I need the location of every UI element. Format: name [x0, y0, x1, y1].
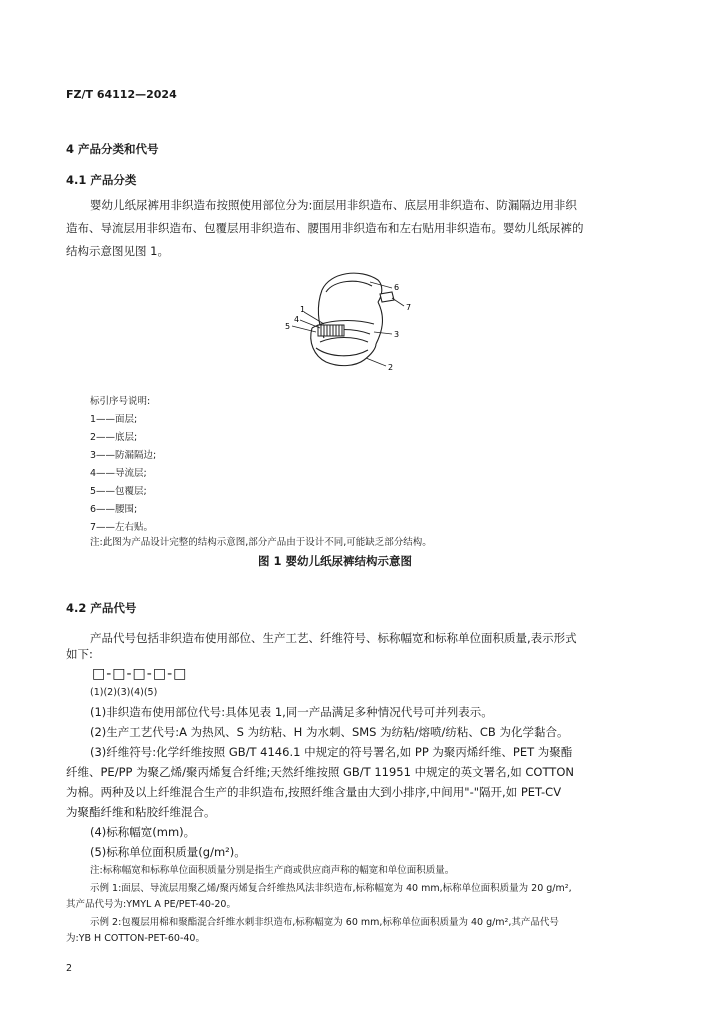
legend-text: ——底层;	[96, 432, 138, 443]
standard-number: FZ/T 64112—2024	[66, 88, 177, 101]
legend-text: ——面层;	[96, 414, 138, 425]
waistband-shape	[322, 273, 382, 302]
diaper-structure-figure	[282, 262, 422, 382]
product-code-index: (1)(2)(3)(4)(5)	[90, 687, 158, 698]
callout-2: 2	[388, 363, 394, 372]
legend-text: ——防漏隔边;	[96, 450, 157, 461]
legend-text: ——包覆层;	[96, 486, 147, 497]
section-4-title: 4 产品分类和代号	[66, 142, 159, 156]
legend-item	[90, 465, 147, 479]
callout-5: 5	[285, 322, 291, 331]
paragraph-line: 造布、导流层用非织造布、包覆层用非织造布、腰围用非织造布和左右贴用非织造布。婴幼儿纸尿裤的	[66, 221, 584, 235]
legend-num: 7	[90, 522, 97, 533]
legend-item	[90, 447, 156, 461]
code-item-1: (1)非织造布使用部位代号:具体见表 1,同一产品满足多种情况代号可并列表示。	[90, 705, 493, 719]
code-item-3-cont: 纤维、PE/PP 为聚乙烯/聚丙烯复合纤维;天然纤维按照 GB/T 11951 中规定的英文署名,如 COTTON	[66, 765, 574, 779]
legend-num: 2	[90, 432, 97, 443]
paragraph-line: 婴幼儿纸尿裤用非织造布按照使用部位分为:面层用非织造布、底层用非织造布、防漏隔边用非织	[90, 198, 577, 212]
callout-7: 7	[406, 303, 412, 312]
example-2-cont: 为:YB H COTTON-PET-60-40。	[66, 933, 205, 944]
code-item-3-cont: 为聚酯纤维和粘胶纤维混合。	[66, 805, 216, 819]
code-note: 注:标称幅宽和标称单位面积质量分别是指生产商或供应商声称的幅宽和单位面积质量。	[90, 865, 455, 876]
example-2: 示例 2:包覆层用棉和聚酯混合纤维水刺非织造布,标称幅宽为 60 mm,标称单位面积质量为 40 g/m²,其产品代号	[90, 917, 559, 928]
code-item-3: (3)纤维符号:化学纤维按照 GB/T 4146.1 中规定的符号署名,如 PP 为聚丙烯纤维、PET 为聚酯	[90, 745, 573, 759]
legend-item	[90, 501, 137, 515]
legend-text: ——腰围;	[96, 504, 138, 515]
legend-item	[90, 429, 137, 443]
paragraph-line: 产品代号包括非织造布使用部位、生产工艺、纤维符号、标称幅宽和标称单位面积质量,表示形式	[90, 631, 577, 645]
legend-title: 标引序号说明:	[90, 396, 151, 407]
example-1: 示例 1:面层、导流层用聚乙烯/聚丙烯复合纤维热风法非织造布,标称幅宽为 40 mm,标称单位面积质量为 20 g/m²,	[90, 883, 572, 894]
page-number: 2	[66, 963, 73, 974]
callout-1: 1	[300, 305, 306, 314]
legend-num: 1	[90, 414, 97, 425]
legend-num: 4	[90, 468, 97, 479]
figure-caption: 图 1 婴幼儿纸尿裤结构示意图	[258, 554, 413, 568]
code-item-2: (2)生产工艺代号:A 为热风、S 为纺粘、H 为水刺、SMS 为纺粘/熔喷/纺粘、CB 为化学黏合。	[90, 725, 569, 739]
legend-num: 3	[90, 450, 97, 461]
example-1-cont: 其产品代号为:YMYL A PE/PET-40-20。	[66, 899, 236, 910]
code-item-4: (4)标称幅宽(mm)。	[90, 825, 196, 839]
callout-6: 6	[394, 283, 400, 292]
legend-num: 6	[90, 504, 97, 515]
legend-num: 5	[90, 486, 97, 497]
code-item-5: (5)标称单位面积质量(g/m²)。	[90, 845, 246, 859]
figure-note: 注:此图为产品设计完整的结构示意图,部分产品由于设计不同,可能缺乏部分结构。	[90, 537, 432, 548]
callout-4: 4	[294, 315, 300, 324]
product-code-format: □-□-□-□-□	[92, 666, 188, 682]
section-4-1-title: 4.1 产品分类	[66, 173, 137, 187]
legend-item	[90, 483, 147, 497]
section-4-2-title: 4.2 产品代号	[66, 601, 137, 615]
code-item-3-cont: 为棉。两种及以上纤维混合生产的非织造布,按照纤维含量由大到小排序,中间用"-"隔开,如 PET-CV	[66, 785, 562, 799]
paragraph-line: 结构示意图见图 1。	[66, 244, 169, 258]
callout-3: 3	[394, 330, 400, 339]
legend-item	[90, 519, 153, 533]
legend-text: ——左右贴。	[96, 522, 154, 533]
legend-item	[90, 411, 137, 425]
legend-text: ——导流层;	[96, 468, 147, 479]
paragraph-line: 如下:	[66, 647, 93, 661]
